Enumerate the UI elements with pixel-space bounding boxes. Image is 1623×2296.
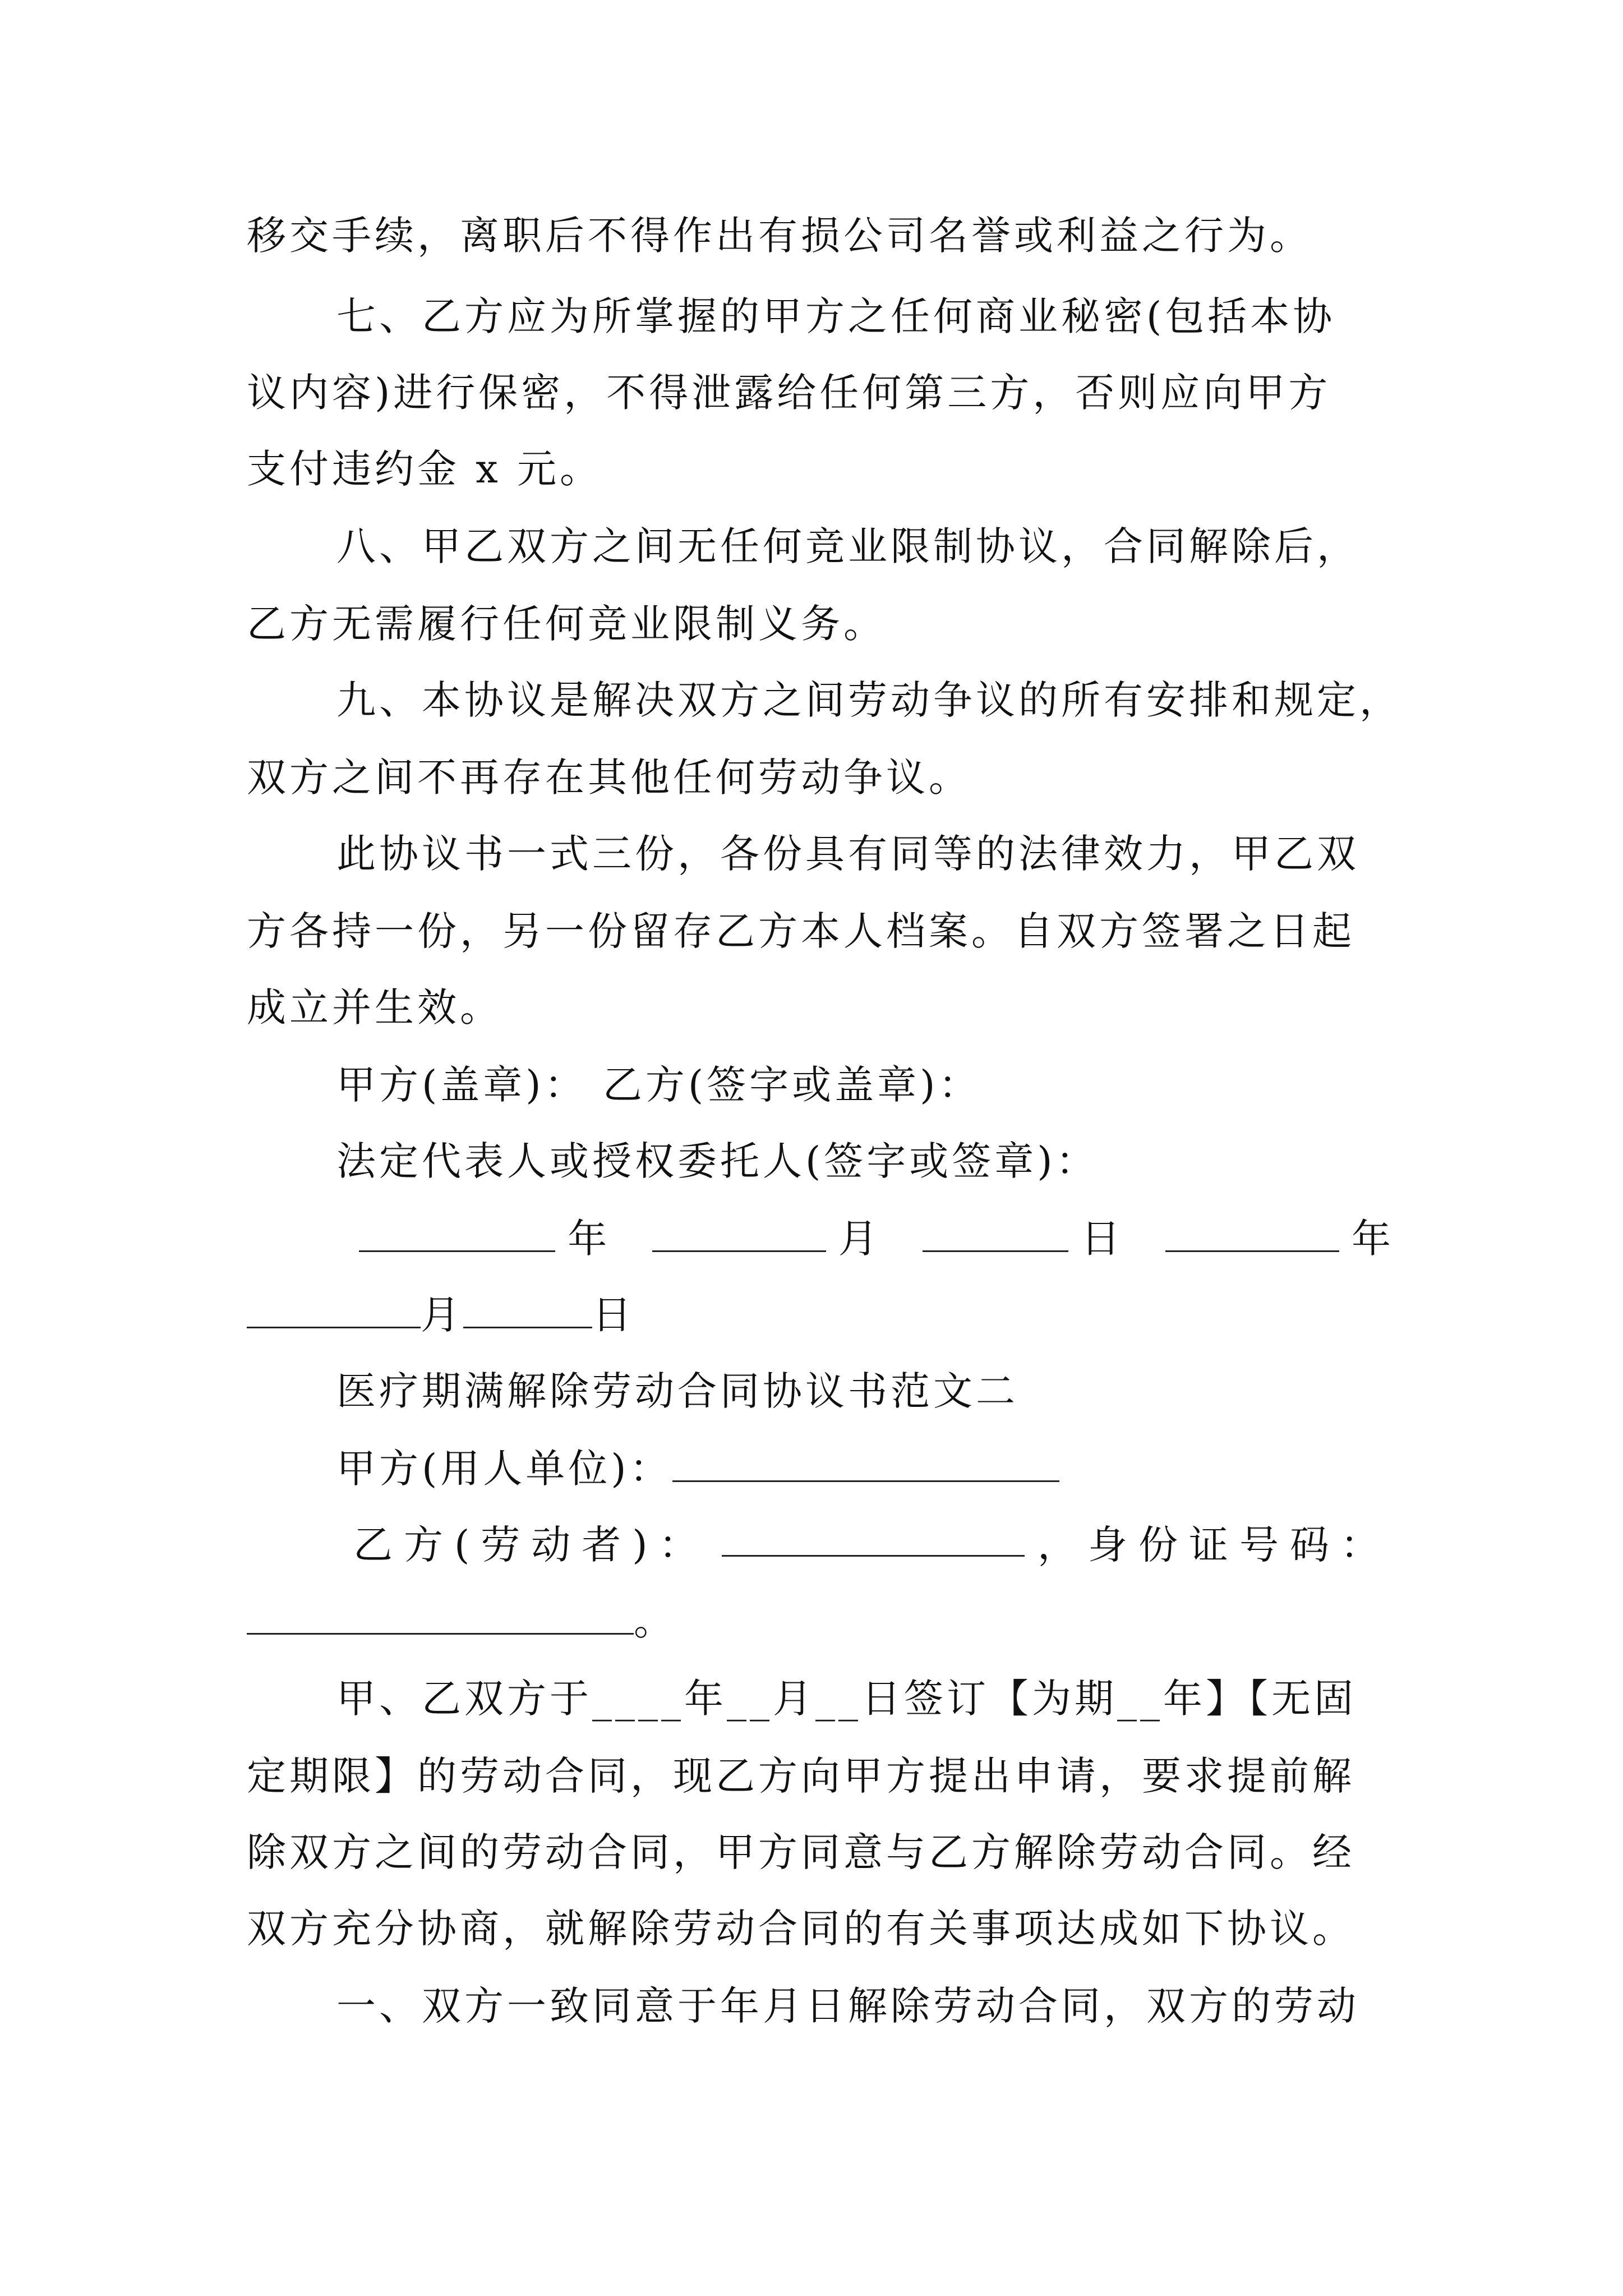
party-a-line bbox=[336, 1442, 1391, 1496]
blank bbox=[247, 1596, 634, 1635]
date-line bbox=[359, 1212, 1391, 1266]
party-b-line bbox=[353, 1518, 1391, 1572]
blank bbox=[1165, 1213, 1339, 1252]
date-year-label: 年 bbox=[1352, 1216, 1391, 1262]
text-line: 双方充分协商，就解除劳动合同的有关事项达成如下协议。 bbox=[247, 1906, 1355, 1952]
period: 。 bbox=[634, 1598, 676, 1644]
date-month-label: 月 bbox=[838, 1216, 878, 1262]
blank bbox=[672, 1443, 1059, 1482]
agreement-paragraph: 甲、乙双方于____年__月__日签订【为期__年】【无固 bbox=[336, 1676, 1357, 1722]
blank bbox=[652, 1213, 826, 1252]
clause-9: 九、本协议是解决双方之间劳动争议的所有安排和规定， bbox=[336, 677, 1402, 723]
signature-line: 甲方(盖章)： 乙方(签字或盖章)： bbox=[336, 1062, 981, 1108]
copies-paragraph: 此协议书一式三份，各份具有同等的法律效力，甲乙双 bbox=[336, 831, 1359, 877]
id-number-label: ，身份证号码： bbox=[1038, 1522, 1391, 1568]
date-month-label: 月 bbox=[421, 1292, 463, 1338]
blank bbox=[247, 1290, 421, 1328]
text-line: 双方之间不再存在其他任何劳动争议。 bbox=[247, 754, 971, 800]
blank bbox=[359, 1213, 555, 1252]
text-line: 移交手续，离职后不得作出有损公司名誉或利益之行为。 bbox=[247, 213, 1312, 259]
clause-7: 七、乙方应为所掌握的甲方之任何商业秘密(包括本协 bbox=[336, 293, 1336, 339]
text-line: 议内容)进行保密，不得泄露给任何第三方，否则应向甲方 bbox=[247, 370, 1331, 416]
clause-8: 八、甲乙双方之间无任何竞业限制协议，合同解除后， bbox=[336, 523, 1359, 569]
section-title: 医疗期满解除劳动合同协议书范文二 bbox=[336, 1368, 1018, 1414]
date-day-label: 日 bbox=[1081, 1216, 1121, 1262]
text-line: 方各持一份，另一份留存乙方本人档案。自双方签署之日起 bbox=[247, 908, 1355, 954]
date-line-continued bbox=[247, 1288, 1391, 1342]
text-line: 定期限】的劳动合同，现乙方向甲方提出申请，要求提前解 bbox=[247, 1753, 1355, 1799]
blank bbox=[722, 1518, 1025, 1557]
party-a-label: 甲方(用人单位)： bbox=[336, 1446, 672, 1492]
text-line: 乙方无需履行任何竞业限制义务。 bbox=[247, 601, 886, 647]
text-line: 除双方之间的劳动合同，甲方同意与乙方解除劳动合同。经 bbox=[247, 1829, 1355, 1875]
date-day-label: 日 bbox=[592, 1292, 635, 1338]
text-line: 支付违约金 x 元。 bbox=[247, 446, 602, 492]
blank bbox=[463, 1290, 592, 1328]
text-line: 成立并生效。 bbox=[247, 984, 502, 1030]
representative-line: 法定代表人或授权委托人(签字或签章)： bbox=[336, 1138, 1099, 1184]
blank bbox=[923, 1213, 1068, 1252]
date-year-label: 年 bbox=[568, 1216, 607, 1262]
clause-1: 一、双方一致同意于年月日解除劳动合同，双方的劳动 bbox=[336, 1983, 1359, 2029]
id-number-line bbox=[247, 1594, 1391, 1648]
party-b-label: 乙方(劳动者)： bbox=[353, 1522, 709, 1568]
